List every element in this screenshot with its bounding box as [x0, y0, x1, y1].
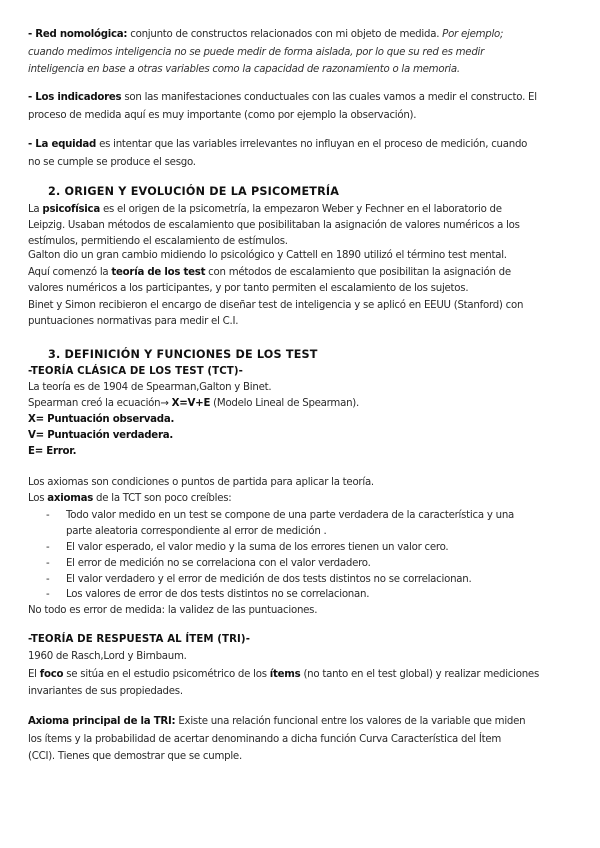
text-span: Los: [28, 493, 48, 504]
text-span: 1960 de Rasch,Lord y Birnbaum.: [28, 651, 187, 662]
section-heading: [48, 347, 318, 363]
text-span: valores numéricos a los participantes, y por tanto permiten el escalamiento de los sujetos.: [28, 283, 469, 294]
text-line: [28, 491, 231, 507]
text-span: (Modelo Lineal de Spearman).: [210, 398, 360, 409]
text-span: Los axiomas son condiciones o puntos de partida para aplicar la teoría.: [28, 477, 374, 488]
text-span: con métodos de escalamiento que posibilitan la asignación de: [205, 267, 511, 278]
subsection-heading: [28, 364, 243, 380]
bold-text: - Los indicadores: [28, 92, 122, 103]
text-span: -TEORÍA DE RESPUESTA AL ÍTEM (TRI)-: [28, 634, 251, 645]
text-span: Leipzig. Usaban métodos de escalamiento que posibilitaban la asignación de valores numéricos a los: [28, 220, 520, 231]
text-span: invariantes de sus propiedades.: [28, 686, 183, 697]
text-line: [28, 137, 527, 153]
bold-text: E= Error.: [28, 446, 77, 457]
text-span: (CCI). Tienes que demostrar que se cumple.: [28, 751, 242, 762]
bold-text: axiomas: [47, 493, 94, 504]
bullet-dash: -: [46, 510, 50, 521]
text-line: [28, 428, 173, 444]
italic-text: cuando medimos inteligencia no se puede medir de forma aislada, por lo que su red es medir: [28, 47, 485, 58]
text-line: [28, 281, 468, 297]
text-line: [28, 667, 539, 683]
text-line: [28, 649, 187, 665]
text-span: 2. ORIGEN Y EVOLUCIÓN DE LA PSICOMETRÍA: [48, 185, 340, 198]
text-span: Todo valor medido en un test se compone de una parte verdadera de la característica y una: [66, 510, 515, 521]
text-span: El error de medición no se correlaciona con el valor verdadero.: [66, 558, 371, 569]
italic-text: inteligencia en base a otras variables como la capacidad de razonamiento o la memoria.: [28, 64, 460, 75]
text-span: 3. DEFINICIÓN Y FUNCIONES DE LOS TEST: [48, 348, 318, 361]
text-span: Binet y Simon recibieron el encargo de diseñar test de inteligencia y se aplicó en EEUU (Stanford) con: [28, 300, 524, 311]
section-heading: [48, 184, 339, 200]
text-line: [28, 314, 238, 330]
text-line: [28, 45, 484, 61]
text-span: (no tanto en el test global) y realizar mediciones: [300, 669, 540, 680]
bullet-dash: -: [46, 558, 50, 569]
text-span: El: [28, 669, 40, 680]
text-span: puntuaciones normativas para medir el C.I.: [28, 316, 239, 327]
italic-text: Por ejemplo;: [442, 29, 504, 40]
bold-text: V= Puntuación verdadera.: [28, 430, 173, 441]
text-span: es el origen de la psicometría, la empezaron Weber y Fechner en el laboratorio de: [99, 204, 502, 215]
bold-text: - Red nomológica:: [28, 29, 128, 40]
text-span: La: [28, 204, 43, 215]
bold-text: psicofísica: [42, 204, 100, 215]
subsection-heading: [28, 632, 250, 648]
bullet-dash: -: [46, 574, 50, 585]
bold-text: teoría de los test: [111, 267, 206, 278]
text-span: estímulos, permitiendo el escalamiento de estímulos.: [28, 236, 288, 247]
text-span: Los valores de error de dos tests distintos no se correlacionan.: [66, 589, 370, 600]
text-line: [28, 396, 359, 412]
text-span: Existe una relación funcional entre los valores de la variable que miden: [175, 716, 526, 727]
text-line: [28, 714, 525, 730]
bold-text: - La equidad: [28, 139, 97, 150]
text-span: Spearman creó la ecuación→: [28, 398, 172, 409]
text-line: [28, 202, 502, 218]
bold-text: X=V+E: [171, 398, 211, 409]
bold-text: ítems: [269, 669, 301, 680]
text-line: [66, 524, 327, 540]
text-line: [28, 298, 523, 314]
bold-text: foco: [39, 669, 64, 680]
text-span: El valor verdadero y el error de medición de dos tests distintos no se correlacionan.: [66, 574, 472, 585]
bullet-dash: -: [46, 542, 50, 553]
bold-text: Axioma principal de la TRI:: [28, 716, 176, 727]
text-line: [28, 265, 511, 281]
text-span: se sitúa en el estudio psicométrico de los: [63, 669, 270, 680]
text-span: no se cumple se produce el sesgo.: [28, 157, 196, 168]
text-span: Galton dio un gran cambio midiendo lo psicológico y Cattell en 1890 utilizó el término test mental.: [28, 250, 507, 261]
text-line: [28, 380, 271, 396]
text-line: [28, 444, 76, 460]
text-span: es intentar que las variables irrelevantes no influyan en el proceso de medición, cuando: [96, 139, 528, 150]
text-line: [46, 572, 472, 588]
text-line: [28, 155, 196, 171]
text-line: [28, 248, 507, 264]
text-span: de la TCT son poco creíbles:: [93, 493, 232, 504]
text-line: [28, 62, 460, 78]
text-span: La teoría es de 1904 de Spearman,Galton y Binet.: [28, 382, 272, 393]
text-span: los ítems y la probabilidad de acertar denominando a dicha función Curva Característica del Ítem: [28, 734, 502, 745]
text-span: No todo es error de medida: la validez de las puntuaciones.: [28, 605, 318, 616]
text-line: [28, 603, 317, 619]
text-line: [28, 90, 537, 106]
text-span: proceso de medida aquí es muy importante (como por ejemplo la observación).: [28, 110, 417, 121]
text-span: conjunto de constructos relacionados con mi objeto de medida.: [127, 29, 443, 40]
text-line: [46, 508, 515, 524]
text-line: [46, 540, 449, 556]
text-line: [28, 732, 501, 748]
text-span: son las manifestaciones conductuales con las cuales vamos a medir el constructo. El: [121, 92, 537, 103]
text-line: [28, 412, 174, 428]
text-line: [28, 749, 242, 765]
bold-text: X= Puntuación observada.: [28, 414, 175, 425]
bullet-dash: -: [46, 589, 50, 600]
text-span: El valor esperado, el valor medio y la suma de los errores tienen un valor cero.: [66, 542, 449, 553]
text-line: [28, 218, 520, 234]
text-line: [46, 587, 370, 603]
text-span: Aquí comenzó la: [28, 267, 112, 278]
text-line: [46, 556, 371, 572]
text-line: [28, 108, 416, 124]
text-span: -TEORÍA CLÁSICA DE LOS TEST (TCT)-: [28, 366, 243, 377]
text-line: [28, 27, 503, 43]
text-line: [28, 684, 183, 700]
text-line: [28, 475, 374, 491]
text-span: parte aleatoria correspondiente al error de medición .: [66, 526, 327, 537]
